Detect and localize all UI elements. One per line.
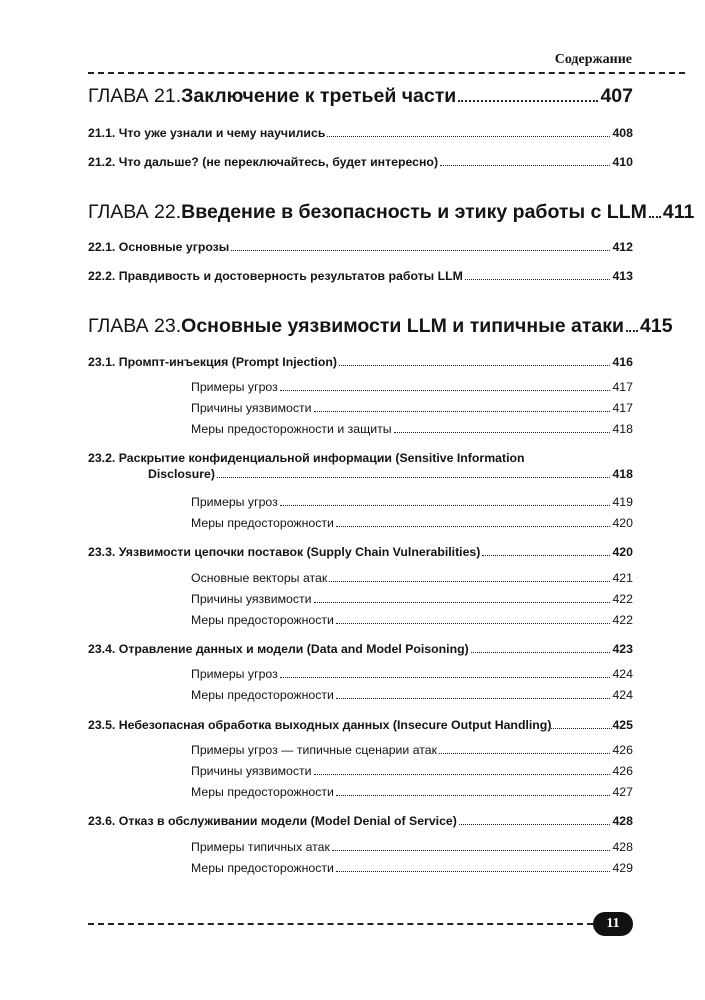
toc-subentry xyxy=(191,401,633,415)
subentry-title: Основные векторы атак xyxy=(191,571,328,585)
subentry-title: Меры предосторожности xyxy=(191,861,334,875)
toc-subentry xyxy=(191,785,633,799)
entry-page: 420 xyxy=(612,545,633,559)
dot-leader xyxy=(439,753,610,754)
subentry-title: Меры предосторожности xyxy=(191,516,334,530)
entry-title: 22.1. Основные угрозы xyxy=(88,240,230,254)
entry-page: 413 xyxy=(612,269,633,283)
subentry-title: Примеры угроз xyxy=(191,380,278,394)
chapter-21 xyxy=(88,85,633,108)
subentry-page: 417 xyxy=(612,380,633,394)
dot-leader xyxy=(329,581,610,582)
subentry-page: 420 xyxy=(612,516,633,530)
subentry-title: Причины уязвимости xyxy=(191,592,312,606)
toc-entry xyxy=(88,240,633,254)
toc-subentry xyxy=(191,592,633,606)
entry-title: 23.4. Отравление данных и модели (Data and Model Poisoning) xyxy=(88,642,469,656)
dot-leader xyxy=(280,677,611,678)
toc-subentry xyxy=(191,571,633,585)
entry-title: 23.6. Отказ в обслуживании модели (Model Denial of Service) xyxy=(88,814,457,828)
entry-title: 23.1. Промпт-инъекция (Prompt Injection) xyxy=(88,355,337,369)
entry-title: 21.1. Что уже узнали и чему научились xyxy=(88,126,326,140)
chapter-23 xyxy=(88,315,673,338)
subentry-page: 429 xyxy=(612,861,633,875)
subentry-page: 424 xyxy=(612,667,633,681)
entry-page: 408 xyxy=(612,126,633,140)
dot-leader xyxy=(458,100,598,102)
subentry-title: Меры предосторожности xyxy=(191,785,334,799)
toc-subentry xyxy=(191,743,633,757)
subentry-page: 421 xyxy=(612,571,633,585)
entry-page: 423 xyxy=(612,642,633,656)
subentry-page: 427 xyxy=(612,785,633,799)
subentry-title: Меры предосторожности xyxy=(191,688,334,702)
entry-title: 23.3. Уязвимости цепочки поставок (Supply Chain Vulnerabilities) xyxy=(88,545,481,559)
dot-leader xyxy=(336,526,611,527)
toc-subentry xyxy=(191,688,633,702)
dot-leader xyxy=(440,165,610,166)
dot-leader xyxy=(339,365,611,366)
toc-subentry xyxy=(191,613,633,627)
entry-page: 428 xyxy=(612,814,633,828)
toc-subentry xyxy=(191,764,633,778)
dot-leader xyxy=(459,824,611,825)
subentry-page: 422 xyxy=(612,592,633,606)
dot-leader xyxy=(336,698,611,699)
chapter-label: ГЛАВА 21. xyxy=(88,85,182,107)
subentry-page: 418 xyxy=(612,422,633,436)
toc-subentry xyxy=(191,495,633,509)
dot-leader xyxy=(231,250,610,251)
chapter-label: ГЛАВА 22. xyxy=(88,201,182,223)
subentry-title: Меры предосторожности xyxy=(191,613,334,627)
toc-entry xyxy=(88,642,633,656)
entry-title-line2-row xyxy=(148,467,633,481)
subentry-page: 426 xyxy=(612,764,633,778)
subentry-title: Примеры типичных атак xyxy=(191,840,330,854)
entry-title-line1: 23.2. Раскрытие конфиденциальной информации (Sensitive Information xyxy=(88,451,525,465)
subentry-page: 417 xyxy=(612,401,633,415)
dot-leader xyxy=(336,795,611,796)
subentry-page: 428 xyxy=(612,840,633,854)
entry-title: 22.2. Правдивость и достоверность результатов работы LLM xyxy=(88,269,463,283)
dot-leader xyxy=(336,871,611,872)
dot-leader xyxy=(649,216,661,218)
dot-leader xyxy=(314,774,611,775)
header-title: Содержание xyxy=(554,52,632,67)
toc-entry xyxy=(88,718,633,732)
dot-leader xyxy=(465,279,611,280)
toc-entry xyxy=(88,126,633,140)
footer-rule xyxy=(88,923,593,925)
dot-leader xyxy=(314,411,611,412)
subentry-page: 424 xyxy=(612,688,633,702)
dot-leader xyxy=(551,728,612,729)
entry-title-line2: Disclosure) xyxy=(148,467,215,481)
chapter-label: ГЛАВА 23. xyxy=(88,315,182,337)
toc-subentry xyxy=(191,667,633,681)
header-rule xyxy=(88,72,685,74)
toc-entry xyxy=(88,155,633,169)
running-header xyxy=(0,52,705,72)
dot-leader xyxy=(471,652,611,653)
dot-leader xyxy=(336,623,611,624)
subentry-page: 419 xyxy=(612,495,633,509)
entry-title: 23.5. Небезопасная обработка выходных данных (Insecure Output Handling) xyxy=(88,718,552,732)
chapter-title: Основные уязвимости LLM и типичные атаки xyxy=(181,315,625,337)
chapter-page: 415 xyxy=(640,315,673,337)
toc-subentry xyxy=(191,840,633,854)
toc-entry xyxy=(88,545,633,559)
dot-leader xyxy=(280,390,611,391)
toc-subentry xyxy=(191,380,633,394)
toc-subentry xyxy=(191,861,633,875)
toc-entry xyxy=(88,269,633,283)
entry-page: 418 xyxy=(612,467,633,481)
entry-page: 416 xyxy=(612,355,633,369)
chapter-title: Введение в безопасность и этику работы с LLM xyxy=(181,201,647,223)
entry-page: 412 xyxy=(612,240,633,254)
dot-leader xyxy=(217,477,610,478)
entry-title: 21.2. Что дальше? (не переключайтесь, будет интересно) xyxy=(88,155,439,169)
dot-leader xyxy=(482,555,610,556)
chapter-page: 411 xyxy=(662,201,695,223)
subentry-title: Причины уязвимости xyxy=(191,401,312,415)
toc-entry-multiline xyxy=(88,451,633,481)
toc-subentry xyxy=(191,422,633,436)
chapter-22 xyxy=(88,201,695,224)
dot-leader xyxy=(280,505,611,506)
subentry-title: Причины уязвимости xyxy=(191,764,312,778)
dot-leader xyxy=(314,602,611,603)
dot-leader xyxy=(327,136,610,137)
toc-entry xyxy=(88,814,633,828)
entry-page: 410 xyxy=(612,155,633,169)
dot-leader xyxy=(394,432,611,433)
subentry-title: Примеры угроз xyxy=(191,495,278,509)
page-number-badge: 11 xyxy=(593,912,633,936)
subentry-title: Примеры угроз — типичные сценарии атак xyxy=(191,743,437,757)
chapter-title: Заключение к третьей части xyxy=(181,85,457,107)
subentry-title: Примеры угроз xyxy=(191,667,278,681)
entry-page: 425 xyxy=(612,718,633,732)
page-footer xyxy=(88,912,633,936)
subentry-page: 422 xyxy=(612,613,633,627)
chapter-page: 407 xyxy=(600,85,633,107)
subentry-title: Меры предосторожности и защиты xyxy=(191,422,392,436)
toc-subentry xyxy=(191,516,633,530)
subentry-page: 426 xyxy=(612,743,633,757)
toc-entry xyxy=(88,355,633,369)
dot-leader xyxy=(626,330,638,332)
dot-leader xyxy=(332,850,611,851)
